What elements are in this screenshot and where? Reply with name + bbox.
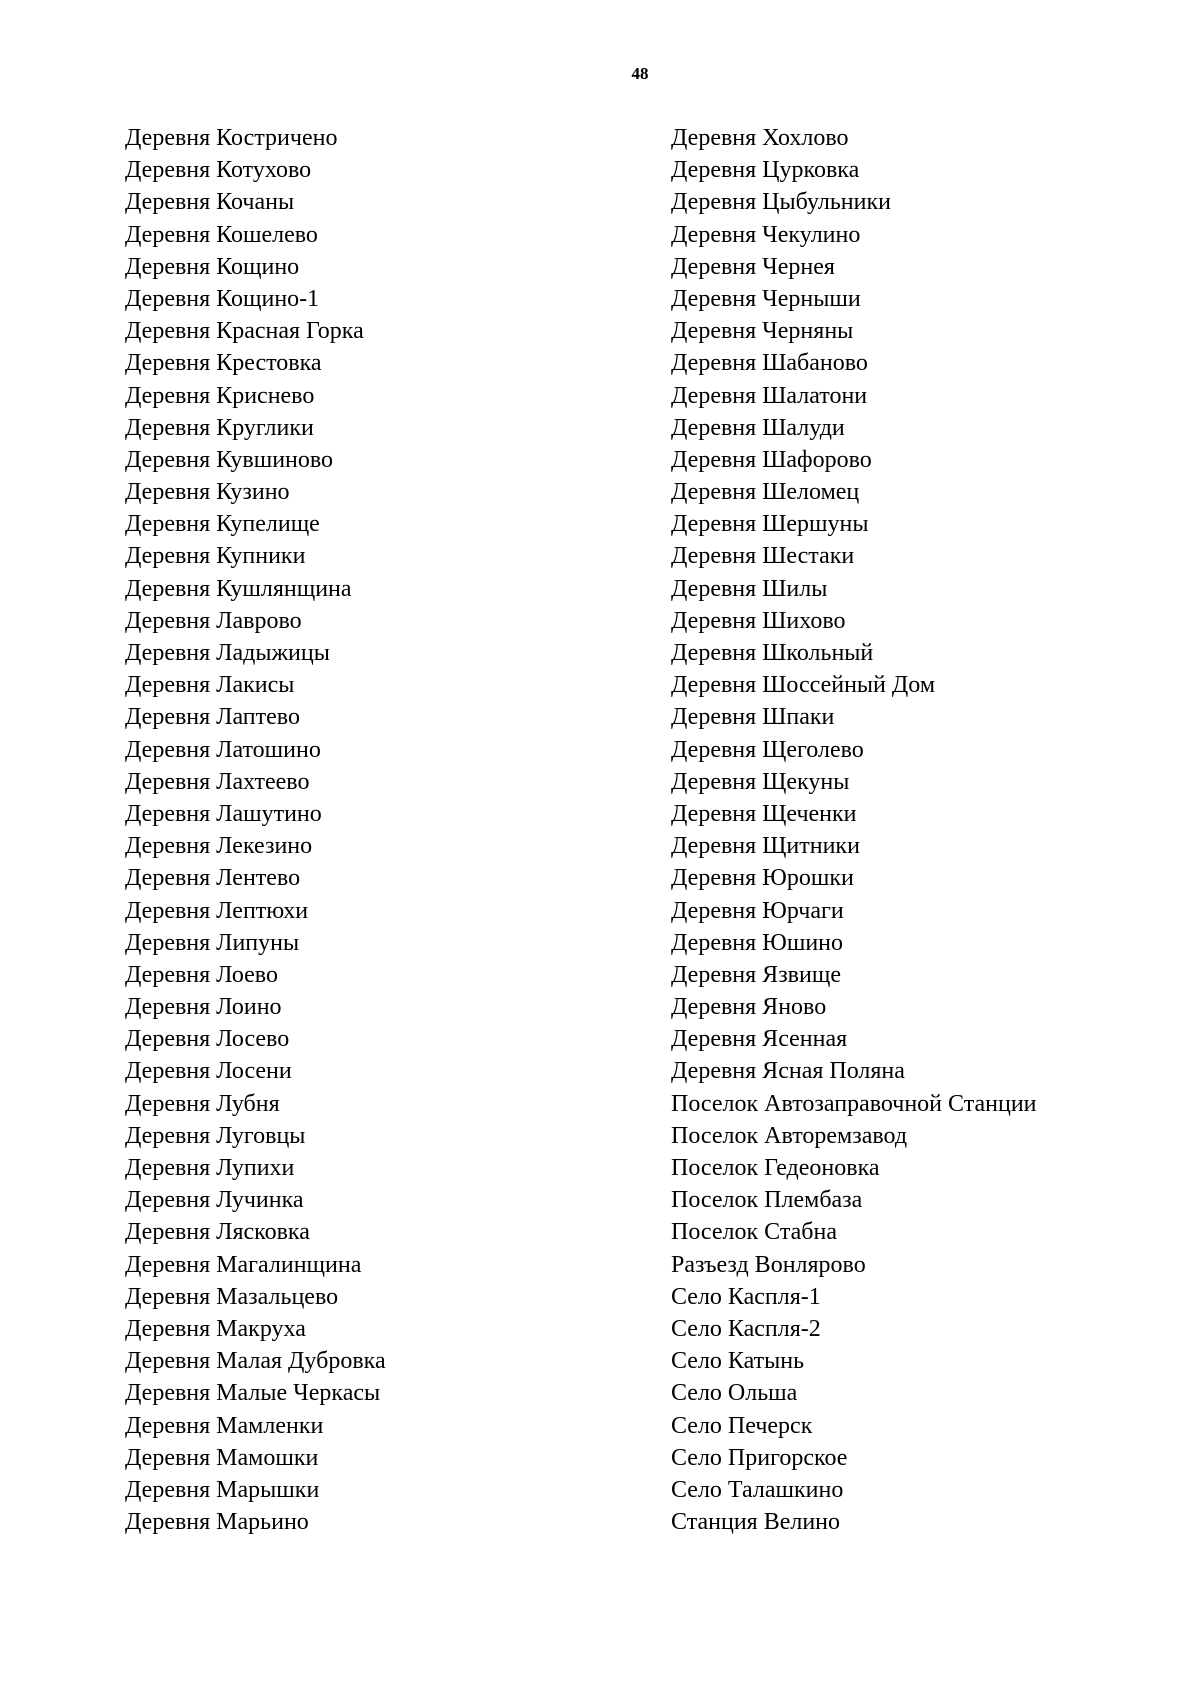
list-item: Деревня Котухово: [125, 157, 312, 184]
list-item: Деревня Лучинка: [125, 1187, 304, 1214]
list-item: Деревня Кочаны: [125, 189, 295, 216]
list-item: Деревня Лосени: [125, 1058, 292, 1085]
list-item: Деревня Шабаново: [671, 350, 868, 377]
list-item: Деревня Лахтеево: [125, 768, 310, 795]
list-item: Деревня Щекуны: [671, 768, 850, 795]
list-item: Деревня Лаврово: [125, 607, 302, 634]
list-item: Село Ольша: [671, 1380, 798, 1407]
list-item: Деревня Марышки: [125, 1476, 320, 1503]
list-item: Деревня Магалинщина: [125, 1251, 362, 1278]
list-item: Село Талашкино: [671, 1476, 844, 1503]
list-item: Станция Велино: [671, 1509, 841, 1536]
list-item: Деревня Малая Дубровка: [125, 1348, 386, 1375]
list-item: Деревня Кушлянщина: [125, 575, 352, 602]
list-item: Деревня Черныши: [671, 285, 861, 312]
list-item: Село Каспля-1: [671, 1283, 821, 1310]
list-item: Деревня Ясная Поляна: [671, 1058, 905, 1085]
list-item: Деревня Мамленки: [125, 1412, 324, 1439]
list-item: Поселок Гедеоновка: [671, 1155, 880, 1181]
list-item: Деревня Кощино: [125, 253, 300, 280]
list-item: Деревня Яново: [671, 994, 827, 1021]
list-item: Деревня Шпаки: [671, 704, 835, 731]
list-item: Деревня Щеголево: [671, 736, 864, 763]
list-item: Поселок Авторемзавод: [671, 1122, 908, 1149]
list-item: Деревня Ладыжицы: [125, 640, 330, 666]
list-item: Деревня Лубня: [125, 1090, 280, 1117]
list-item: Деревня Костричено: [125, 125, 338, 151]
list-item: Деревня Латошино: [125, 736, 321, 763]
list-item: Деревня Луговцы: [125, 1122, 306, 1149]
list-item: Деревня Лясковка: [125, 1219, 310, 1246]
list-item: Деревня Лоино: [125, 994, 282, 1021]
page-number: 48: [631, 64, 649, 83]
list-item: Деревня Круглики: [125, 414, 314, 441]
list-item: Деревня Лосево: [125, 1026, 290, 1053]
list-item: Село Пригорское: [671, 1444, 848, 1471]
list-item: Деревня Цурковка: [671, 157, 860, 184]
list-item: Деревня Юрошки: [671, 865, 854, 892]
list-item: Деревня Шалатони: [671, 382, 868, 409]
list-item: Поселок Автозаправочной Станции: [671, 1090, 1037, 1117]
list-item: Деревня Юшино: [671, 929, 844, 956]
list-item: Деревня Кощино-1: [125, 285, 320, 312]
list-item: Деревня Липуны: [125, 929, 300, 956]
list-item: Деревня Лупихи: [125, 1155, 295, 1181]
list-item: Деревня Красная Горка: [125, 318, 364, 345]
list-item: Деревня Чекулино: [671, 221, 861, 248]
list-item: Деревня Кошелево: [125, 221, 318, 248]
list-item: Разъезд Вонлярово: [671, 1251, 866, 1278]
list-item: Деревня Шеломец: [671, 479, 860, 506]
list-item: Деревня Лоево: [125, 961, 278, 988]
list-item: Деревня Шершуны: [671, 511, 869, 538]
list-item: Деревня Кузино: [125, 479, 290, 506]
list-item: Деревня Марьино: [125, 1509, 309, 1536]
list-item: Село Печерск: [671, 1412, 813, 1439]
list-item: Деревня Шафорово: [671, 446, 872, 473]
list-item: Деревня Цыбульники: [671, 189, 891, 216]
list-item: Деревня Шестаки: [671, 543, 855, 570]
list-item: Деревня Шилы: [671, 575, 828, 602]
list-item: Деревня Лаптево: [125, 704, 300, 731]
list-item: Деревня Шоссейный Дом: [671, 672, 935, 699]
list-item: Деревня Черняны: [671, 318, 854, 345]
list-item: Деревня Чернея: [671, 253, 835, 280]
list-item: Деревня Купники: [125, 543, 306, 570]
list-item: Деревня Лашутино: [125, 800, 322, 827]
list-item: Поселок Стабна: [671, 1219, 837, 1246]
list-item: Деревня Лакисы: [125, 672, 295, 699]
list-item: Деревня Школьный: [671, 640, 874, 666]
list-item: Деревня Юрчаги: [671, 897, 844, 924]
list-item: Деревня Хохлово: [671, 125, 849, 151]
list-item: Деревня Лептюхи: [125, 897, 309, 924]
list-item: Деревня Макруха: [125, 1315, 306, 1342]
list-item: Деревня Шалуди: [671, 414, 845, 441]
list-item: Деревня Ясенная: [671, 1026, 848, 1053]
list-item: Деревня Криснево: [125, 382, 315, 409]
list-item: Деревня Щитники: [671, 833, 860, 860]
list-item: Деревня Малые Черкасы: [125, 1380, 381, 1407]
list-item: Деревня Лентево: [125, 865, 301, 892]
list-item: Село Каспля-2: [671, 1315, 821, 1342]
list-item: Деревня Крестовка: [125, 350, 322, 377]
list-item: Деревня Купелище: [125, 511, 320, 538]
list-item: Деревня Щеченки: [671, 800, 857, 827]
list-item: Поселок Плембаза: [671, 1187, 863, 1214]
right-column-list: [671, 122, 1037, 1538]
list-item: Село Катынь: [671, 1348, 805, 1375]
list-item: Деревня Лекезино: [125, 833, 313, 860]
list-item: Деревня Шихово: [671, 607, 846, 634]
list-item: Деревня Мамошки: [125, 1444, 319, 1471]
list-item: Деревня Мазальцево: [125, 1283, 339, 1310]
list-item: Деревня Кувшиново: [125, 446, 334, 473]
list-item: Деревня Язвище: [671, 961, 841, 988]
left-column-list: [125, 122, 386, 1538]
